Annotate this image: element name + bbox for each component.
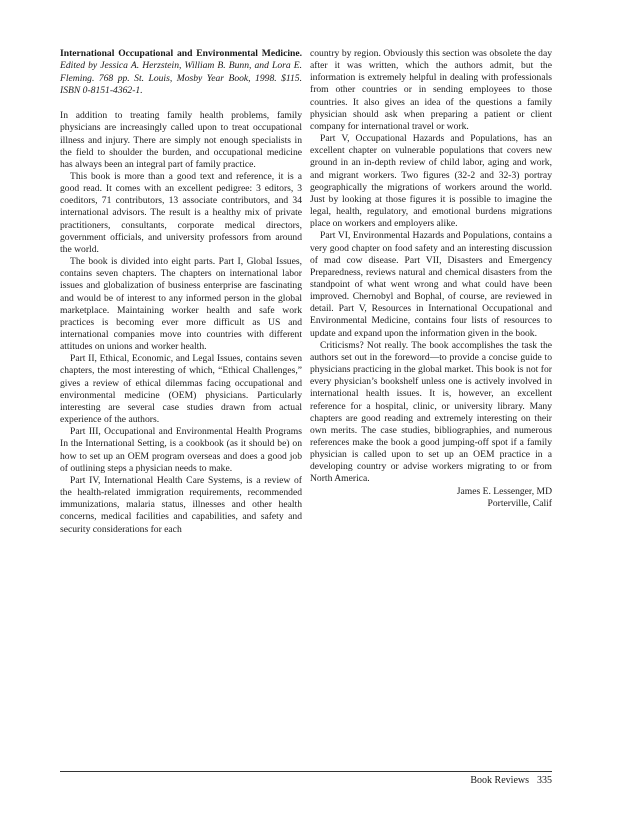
paragraph: Part VI, Environmental Hazards and Populations, contains a very good chapter on food safety and an interesting discussion of mad cow disease. Part VII, Disasters and Emergency Preparedness, reviews natural and chemical disasters from the standpoint of what went wrong and what could have been improved. Chernobyl and Bophal, of course, are reviewed in detail. Part V, Resources in International Occupational and Environmental Medicine, contains four lists of resources to update and expand upon the information given in the book. xyxy=(310,230,552,339)
right-column xyxy=(310,48,552,510)
reviewer-location: Porterville, Calif xyxy=(487,497,552,509)
reviewer-name: James E. Lessenger, MD xyxy=(456,485,552,497)
paragraph: Criticisms? Not really. The book accomplishes the task the authors set out in the foreword—to provide a concise guide to physicians practicing in the global market. This book is not for every physician’s bookshelf unless one is actively involved in international health issues. It is, however, an excellent reference for a hospital, clinic, or university library. Many chapters are good reading and extremely interesting on their own merits. The case studies, bibliographies, and numerous references make the book a good jumping-off spot if a family physician is called upon to set up an OEM practice in a developing country or advise workers migrating to or from North America. xyxy=(310,339,552,485)
book-bibliographic-info: Edited by Jessica A. Herzstein, William B. Bunn, and Lora E. Fleming. 768 pp. St. Louis, Mosby Year Book, 1998. $115. ISBN 0-8151-4362-1. xyxy=(60,60,302,96)
paragraph: The book is divided into eight parts. Part I, Global Issues, contains seven chapters. The chapters on international labor issues and globalization of business enterprise are fascinating and would be of interest to any informed person in the global marketplace. Maintaining worker health and safe work practices is becoming ever more difficult as US and international companies move into countries with different attitudes on unions and worker health. xyxy=(60,256,302,353)
paragraph: In addition to treating family health problems, family physicians are increasingly called upon to treat occupational illness and injury. There are simply not enough specialists in the field to shoulder the burden, and occupational medicine has always been an integral part of family practice. xyxy=(60,110,302,170)
footer-divider xyxy=(60,771,552,772)
review-header xyxy=(60,48,302,97)
book-title: International Occupational and Environmental Medicine. xyxy=(60,48,302,59)
page-number: 335 xyxy=(537,775,552,786)
paragraph: Part V, Occupational Hazards and Populations, has an excellent chapter on vulnerable populations that covers new ground in an in-depth review of child labor, aging and work, and migrant workers. Two figures (32-2 and 32-3) portray geographically the migrations of workers around the world. Just by looking at those figures it is possible to imagine the legal, health, regulatory, and emotional burdens migrations place on workers and employers alike. xyxy=(310,133,552,230)
running-footer-section: Book Reviews xyxy=(470,775,529,786)
page-footer xyxy=(470,775,552,787)
left-column xyxy=(60,48,302,536)
paragraph: country by region. Obviously this section was obsolete the day after it was written, which the authors admit, but the information is extremely helpful in dealing with professionals from other countries or in sending employees to those countries. It also gives an idea of the questions a family physician should ask when preparing a patient or client company for international travel or work. xyxy=(310,48,552,132)
paragraph: Part IV, International Health Care Systems, is a review of the health-related immigration requirements, recommended immunizations, malaria status, illnesses and other health concerns, medical facilities and capabilities, and safety and security considerations for each xyxy=(60,474,302,535)
paragraph: Part II, Ethical, Economic, and Legal Issues, contains seven chapters, the most interesting of which, “Ethical Challenges,” gives a review of ethical dilemmas facing occupational and environmental medicine (OEM) physicians. Particularly interesting are several case studies drawn from actual experience of the authors. xyxy=(60,353,302,426)
paragraph: This book is more than a good text and reference, it is a good read. It comes with an excellent pedigree: 3 editors, 3 coeditors, 71 contributors, 13 associate contributors, and 34 international advisors. The result is a healthy mix of private practitioners, consultants, corporate medical directors, government officials, and university professors from around the world. xyxy=(60,170,302,255)
paragraph: Part III, Occupational and Environmental Health Programs In the International Setting, is a cookbook (as it should be) on how to set up an OEM program overseas and does a good job of outlining steps a physician needs to make. xyxy=(60,426,302,474)
